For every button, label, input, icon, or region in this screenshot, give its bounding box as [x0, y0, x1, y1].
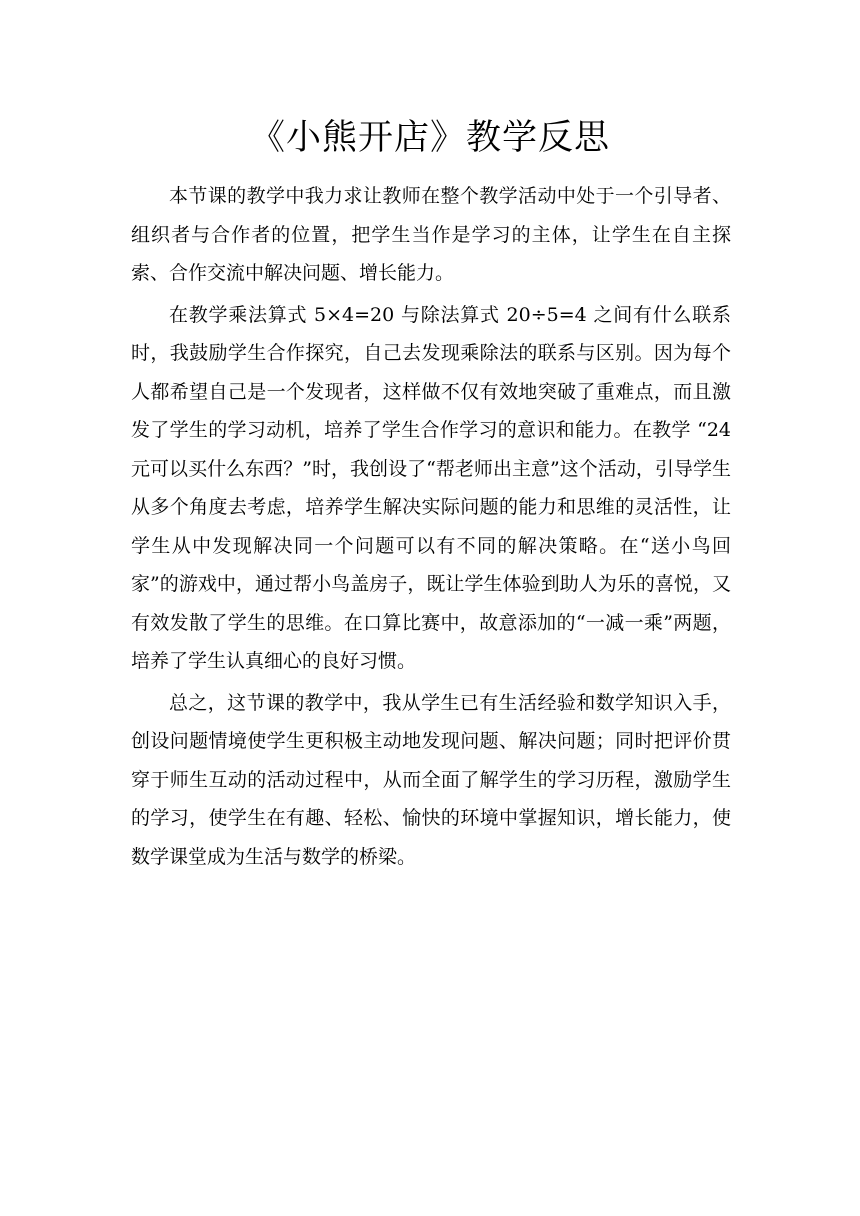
document-body — [131, 177, 731, 879]
document-title: 《小熊开店》教学反思 — [249, 118, 610, 158]
paragraph-intro: 本节课的教学中我力求让教师在整个教学活动中处于一个引导者、组织者与合作者的位置，把学生当作是学习的主体，让学生在自主探索、合作交流中解决问题、增长能力。 — [131, 185, 731, 284]
paragraph-teaching-details: 在教学乘法算式 5×4=20 与除法算式 20÷5=4 之间有什么联系时，我鼓励学生合作探究，自己去发现乘除法的联系与区别。因为每个人都希望自己是一个发现者，这样做不仅有效地突破了重难点，而且激发了学生的学习动机，培养了学生合作学习的意识和能力。在教学 “24 元可以买什么东西？”时，我创设了“帮老师出主意”这个活动，引导学生从多个角度去考虑，培养学生解决实际问题的能力和思维的灵活性，让学生从中发现解决同一个问题可以有不同的解决策略。在“送小鸟回家”的游戏中，通过帮小鸟盖房子，既让学生体验到助人为乐的喜悦，又有效发散了学生的思维。在口算比赛中，故意添加的“一减一乘”两题，培养了学生认真细心的良好习惯。 — [131, 303, 731, 672]
paragraph-summary: 总之，这节课的教学中，我从学生已有生活经验和数学知识入手，创设问题情境使学生更积极主动地发现问题、解决问题；同时把评价贯穿于师生互动的活动过程中，从而全面了解学生的学习历程，激励学生的学习，使学生在有趣、轻松、愉快的环境中掌握知识，增长能力，使数学课堂成为生活与数学的桥梁。 — [131, 691, 731, 868]
